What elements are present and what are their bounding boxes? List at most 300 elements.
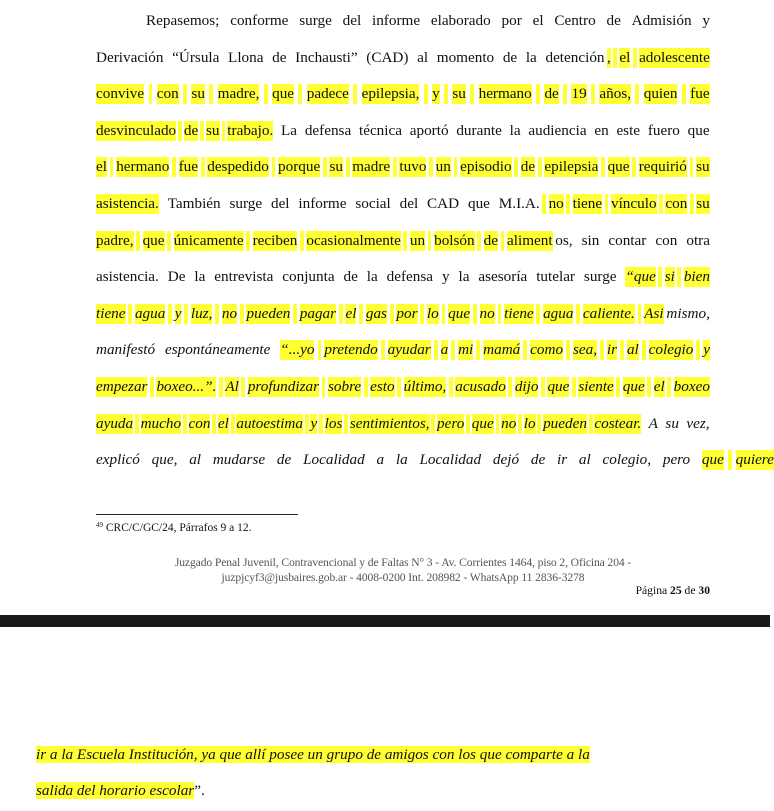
text-run: “...yo (280, 341, 315, 359)
text-run: de (544, 85, 559, 103)
text-run: su (696, 195, 710, 212)
text-run (643, 414, 647, 434)
footnote (96, 522, 252, 534)
text-run: al (578, 451, 591, 469)
text-run (369, 450, 373, 470)
text-run: mudarse (212, 451, 266, 469)
text-run: ayudar (387, 341, 431, 359)
text-run: defensa (304, 121, 352, 139)
text-run (429, 157, 433, 177)
text-run: padre, (96, 231, 134, 249)
text-run (337, 267, 341, 287)
text-run: que (607, 158, 630, 176)
text-run: la (194, 268, 206, 286)
text-run (696, 340, 700, 360)
text-run: aportó (409, 121, 449, 139)
text-run (393, 194, 397, 214)
text-run: no (548, 195, 564, 212)
text-run (578, 267, 582, 287)
text-run (444, 84, 448, 104)
text-run (466, 414, 470, 434)
text-run (523, 121, 527, 141)
text-run (498, 304, 502, 324)
text-run (364, 377, 368, 397)
text-run: y (174, 304, 182, 322)
text-run: Inchausti” (295, 48, 358, 66)
text-run (298, 84, 302, 104)
text-run: dijo (514, 378, 539, 395)
text-run (547, 11, 551, 31)
text-run (205, 450, 209, 470)
text-run (240, 304, 244, 324)
text-run (501, 231, 505, 251)
text-run: el (217, 414, 229, 432)
text-run (591, 84, 595, 104)
text-run (346, 157, 350, 177)
text-run (201, 157, 205, 177)
text-run (393, 157, 397, 177)
text-run: explicó (96, 451, 140, 469)
text-run (223, 11, 227, 31)
text-run: sentimientos, (349, 414, 430, 432)
text-run: conjunta (282, 268, 335, 286)
text-run: al (417, 48, 429, 66)
text-run (349, 194, 353, 214)
text-run: ocasionalmente (306, 231, 401, 249)
text-run: colegio (648, 341, 694, 359)
text-run: lo (523, 414, 536, 432)
text-run: momento (436, 48, 495, 66)
text-run (353, 121, 357, 141)
text-run: padece (306, 85, 349, 103)
text-run: (CAD) (366, 48, 409, 66)
page-current: 25 (670, 584, 682, 597)
text-run: al (626, 341, 639, 359)
text-run (184, 304, 188, 324)
text-run (492, 194, 496, 214)
text-run (266, 48, 270, 68)
text-run (539, 48, 543, 68)
text-run (293, 304, 297, 324)
text-run: bolsón (434, 231, 475, 249)
page-number (636, 584, 710, 597)
text-run (690, 157, 694, 177)
text-run (602, 231, 606, 251)
text-run: asesoría (478, 268, 528, 286)
footnote-rule (96, 514, 298, 515)
text-run (600, 340, 604, 360)
text-run: pretendo (324, 341, 378, 359)
text-run (642, 121, 646, 141)
text-run: de (530, 451, 546, 469)
text-run: el (532, 12, 544, 29)
text-run (269, 450, 273, 470)
text-run: mismo, (666, 304, 710, 322)
text-run (572, 377, 576, 397)
text-run: porque (278, 158, 321, 176)
court-address-line-1: Juzgado Penal Juvenil, Contravencional y de Faltas N° 3 - Av. Corrientes 1464, piso 2, Oficina 204 - (174, 556, 632, 569)
text-run (523, 450, 527, 470)
page2-line (36, 781, 205, 801)
text-run: fue (178, 158, 198, 176)
text-run: sea, (572, 341, 598, 359)
text-run: espontáneamente (164, 341, 271, 359)
text-run: surge (583, 268, 617, 286)
text-run: sobre (327, 378, 362, 395)
text-run: mucho (140, 414, 182, 432)
text-run: Asi (644, 304, 664, 322)
page1-line (96, 194, 710, 214)
text-run: También (167, 195, 221, 212)
text-run: reciben (252, 231, 298, 249)
text-run: CAD (427, 195, 460, 212)
text-run: asistencia. (96, 268, 159, 286)
text-run: un (435, 158, 451, 176)
text-run (150, 377, 154, 397)
text-run (530, 267, 534, 287)
text-run: profundizar (247, 378, 319, 395)
text-run: pero (662, 451, 691, 469)
footnote-text: CRC/C/GC/24, Párrafos 9 a 12. (105, 522, 252, 534)
text-run: durante (456, 121, 502, 139)
text-run: al (189, 451, 202, 469)
text-run: Centro (554, 12, 596, 29)
text-run: la (525, 48, 537, 66)
text-run (209, 84, 213, 104)
text-run: boxeo (673, 378, 710, 395)
text-run: manifestó (96, 341, 156, 359)
text-run (335, 11, 339, 31)
text-run: surge (299, 12, 332, 29)
text-run: informe (371, 12, 421, 29)
text-run (323, 157, 327, 177)
text-run: bien (683, 268, 710, 286)
text-run (525, 11, 529, 31)
text-run: “Úrsula (172, 48, 220, 66)
text-run (200, 121, 204, 141)
text-run (241, 377, 245, 397)
text-run: técnica (358, 121, 402, 139)
text-run (128, 304, 132, 324)
text-run (514, 157, 518, 177)
text-run (694, 450, 698, 470)
text-run: su (206, 121, 220, 139)
text-run: convive (96, 85, 145, 103)
text-run (264, 84, 268, 104)
text-run (536, 304, 540, 324)
text-run (231, 414, 235, 434)
text-run (660, 414, 664, 434)
text-run: requirió (638, 158, 687, 176)
text-run: agua (543, 304, 574, 322)
text-run: surge (229, 195, 263, 212)
text-run (538, 157, 542, 177)
text-run (537, 414, 541, 434)
text-run: último, (403, 378, 447, 395)
text-run (339, 304, 343, 324)
text-run: aliment (507, 231, 553, 249)
text-run: siente (578, 378, 614, 395)
text-run (397, 377, 401, 397)
text-run (616, 377, 620, 397)
text-run (360, 48, 364, 68)
text-run: tiene (572, 195, 603, 212)
text-run (655, 450, 659, 470)
text-run (420, 304, 424, 324)
text-run (649, 231, 653, 251)
text-run (633, 48, 637, 68)
text-run: con (655, 231, 678, 249)
text-run (635, 84, 639, 104)
text-run: su (665, 414, 679, 432)
text-run: contar (608, 231, 647, 249)
text-run: que (701, 451, 724, 469)
text-run: no (501, 414, 517, 432)
text-run: otra (686, 231, 710, 249)
text-run (508, 377, 512, 397)
text-run: , (606, 48, 611, 66)
text-run (682, 84, 686, 104)
text-run (319, 414, 323, 434)
text-run (161, 194, 165, 214)
text-run: detención (545, 48, 605, 66)
text-run: lo (426, 304, 439, 322)
text-run: a (376, 451, 385, 469)
text-run (292, 11, 296, 31)
text-run: audiencia (528, 121, 587, 139)
text-run (292, 194, 296, 214)
page1-line (146, 11, 710, 31)
text-run: con (156, 85, 179, 103)
text-run: La (281, 121, 298, 139)
text-run (431, 48, 435, 68)
text-run (208, 267, 212, 287)
text-run (318, 340, 322, 360)
text-run (428, 231, 432, 251)
text-run: de (272, 48, 287, 66)
text-run: la (458, 268, 470, 286)
text-run: con (665, 195, 688, 212)
text-run: de (483, 231, 498, 249)
text-run (504, 121, 508, 141)
text-run (476, 340, 480, 360)
document-page-26 (0, 627, 770, 811)
text-run: mamá (483, 341, 521, 359)
text-run (436, 267, 440, 287)
text-run (595, 450, 599, 470)
text-run (496, 414, 500, 434)
text-run: De (167, 268, 186, 286)
text-run (690, 194, 694, 214)
text-run (136, 231, 140, 251)
text-run: 19 (571, 85, 587, 103)
text-run: ayuda (96, 414, 134, 432)
text-run (451, 121, 455, 141)
text-run (388, 450, 392, 470)
text-run: ”. (194, 782, 205, 799)
text-run (680, 231, 684, 251)
text-run (442, 304, 446, 324)
page1-line (96, 450, 774, 470)
text-run (431, 414, 435, 434)
text-run: su (452, 85, 466, 103)
text-run: boxeo...”. (156, 378, 217, 395)
text-run (605, 194, 609, 214)
text-run (359, 304, 363, 324)
text-run (695, 11, 699, 31)
text-run: conforme (230, 12, 289, 29)
text-run: agua (134, 304, 166, 322)
text-run: sin (581, 231, 600, 249)
text-run (452, 267, 456, 287)
text-run (305, 414, 309, 434)
text-run (571, 450, 575, 470)
text-run: y (703, 341, 710, 359)
text-run (144, 450, 148, 470)
text-run (424, 84, 428, 104)
text-run (381, 340, 385, 360)
text-run (677, 267, 681, 287)
text-run: y (702, 12, 710, 29)
text-run (589, 414, 593, 434)
text-run: ir a la Escuela Institución, ya que allí posee un grupo de amigos con los que comparte a la (36, 746, 590, 763)
text-run (601, 157, 605, 177)
text-run (518, 414, 522, 434)
text-run: que (687, 121, 710, 139)
text-run (624, 11, 628, 31)
page1-line (96, 157, 710, 177)
text-run (682, 121, 686, 141)
text-run (549, 450, 553, 470)
text-run: salida del horario escolar (36, 782, 195, 799)
text-run (542, 194, 546, 214)
text-run (168, 304, 172, 324)
text-run: fue (690, 85, 710, 103)
text-run: Localidad (419, 451, 482, 469)
text-run: que, (151, 451, 178, 469)
text-run (520, 48, 524, 68)
text-run: únicamente (173, 231, 244, 249)
text-run: os, (555, 231, 573, 249)
text-run (485, 450, 489, 470)
page1-line (96, 377, 710, 397)
text-run (322, 377, 326, 397)
text-run (158, 340, 162, 360)
text-run: la (395, 451, 408, 469)
text-run (295, 450, 299, 470)
text-run: de (343, 268, 358, 286)
text-run: Admisión (631, 12, 692, 29)
text-run: desvinculado (96, 121, 177, 139)
page-total: 30 (698, 584, 710, 597)
text-run (223, 194, 227, 214)
text-run: de (606, 12, 621, 29)
page-of: de (684, 584, 696, 597)
text-run (576, 304, 580, 324)
text-run (353, 84, 357, 104)
text-run (536, 84, 540, 104)
text-run: tiene (96, 304, 126, 322)
text-run: y (432, 85, 440, 103)
text-run: este (616, 121, 641, 139)
text-run: su (329, 158, 343, 176)
text-run: su (696, 158, 710, 176)
text-run: y (310, 414, 318, 432)
text-run (222, 121, 226, 141)
text-run (462, 194, 466, 214)
text-run (497, 48, 501, 68)
text-run: la (366, 268, 378, 286)
text-run (149, 84, 153, 104)
text-run: por (396, 304, 418, 322)
text-run (421, 194, 425, 214)
text-run: dejó (492, 451, 520, 469)
text-run: pero (437, 414, 465, 432)
text-run: entrevista (214, 268, 274, 286)
text-run: los (324, 414, 343, 432)
text-run: asistencia. (96, 195, 159, 212)
text-run (360, 267, 364, 287)
text-run: esto (370, 378, 395, 395)
text-run (275, 121, 279, 141)
text-run: mi (458, 341, 474, 359)
text-run (110, 157, 114, 177)
text-run: Localidad (303, 451, 365, 469)
text-run (611, 121, 615, 141)
text-run: ir (606, 341, 618, 359)
text-run (161, 267, 165, 287)
text-run: tiene (504, 304, 534, 322)
text-run: el (653, 378, 665, 395)
text-run: por (501, 12, 522, 29)
text-run: como (530, 341, 564, 359)
text-run (523, 340, 527, 360)
text-run: el (96, 158, 107, 176)
text-run (166, 48, 170, 68)
text-run (454, 157, 458, 177)
text-run (473, 304, 477, 324)
text-run: de (183, 121, 199, 139)
page1-line (96, 84, 710, 104)
text-run: años, (599, 85, 632, 103)
text-run: caliente. (582, 304, 635, 322)
text-run (272, 157, 276, 177)
text-run (477, 231, 481, 251)
text-run: madre (352, 158, 391, 176)
text-run (563, 84, 567, 104)
text-run (566, 340, 570, 360)
text-run: su (191, 85, 205, 103)
text-run (178, 121, 182, 141)
text-run: la (509, 121, 521, 139)
text-run (276, 267, 280, 287)
text-run (451, 340, 455, 360)
text-run: que (272, 85, 295, 103)
text-run: pueden (246, 304, 291, 322)
text-run (470, 84, 474, 104)
text-run: social (355, 195, 391, 212)
text-run (403, 231, 407, 251)
text-run: que (622, 378, 645, 395)
text-run: si (664, 268, 675, 286)
page2-line (36, 745, 590, 765)
text-run: M.I.A. (498, 195, 540, 212)
page1-line (96, 231, 710, 251)
text-run: el (345, 304, 357, 322)
text-run: un (409, 231, 426, 249)
court-contact-line-2: juzpjcyf3@jusbaires.gob.ar - 4008-0200 Int. 208982 - WhatsApp 11 2836-3278 (221, 571, 585, 584)
text-run (667, 377, 671, 397)
